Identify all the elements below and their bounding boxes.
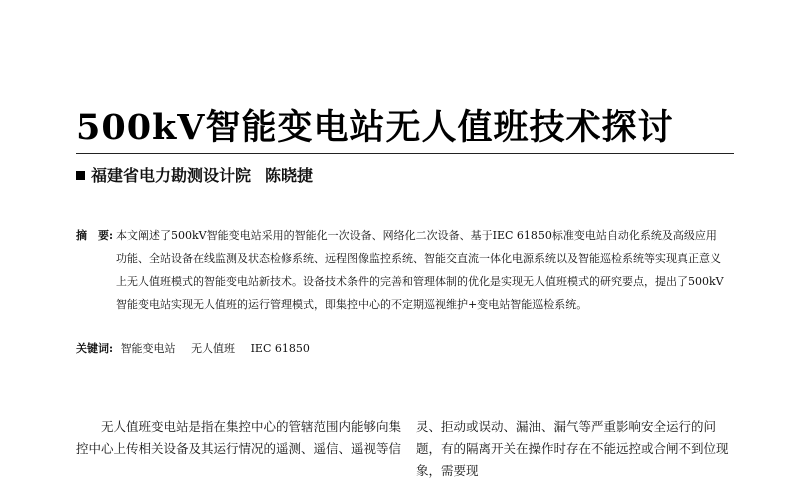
keywords-label: 关键词: xyxy=(76,342,114,355)
keyword-item: 无人值班 xyxy=(191,342,236,355)
author-name: 陈晓捷 xyxy=(265,166,314,185)
square-bullet-icon xyxy=(76,171,85,180)
keyword-item: 智能变电站 xyxy=(120,342,176,355)
abstract-label: 摘 要: xyxy=(76,229,114,242)
author-affiliation: 福建省电力勘测设计院 xyxy=(91,166,252,185)
abstract-block xyxy=(76,224,726,316)
author-line xyxy=(76,163,313,186)
paper-title: 500kV智能变电站无人值班技术探讨 xyxy=(76,107,674,148)
body-column-right: 灵、拒动或误动、漏油、漏气等严重影响安全运行的问题，有的隔离开关在操作时存在不能远控或合闸不到位现象，需要现 xyxy=(416,419,729,478)
keywords-line xyxy=(76,340,322,356)
abstract-text: 本文阐述了500kV智能变电站采用的智能化一次设备、网络化二次设备、基于IEC 61850标准变电站自动化系统及高级应用功能、全站设备在线监测及状态检修系统、远程图像监控系统、智能交直流一体化电源系统以及智能巡检系统等实现真正意义上无人值班模式的智能变电站新技术。设备技术条件的完善和管理体制的优化是实现无人值班模式的研究要点，提出了500kV智能变电站实现无人值班的运行管理模式，即集控中心的不定期巡视维护+变电站智能巡检系统。 xyxy=(116,229,724,311)
body-column-left: 无人值班变电站是指在集控中心的管辖范围内能够向集控中心上传相关设备及其运行情况的遥测、遥信、遥视等信 xyxy=(76,419,402,456)
keyword-item: IEC 61850 xyxy=(250,342,310,355)
title-rule xyxy=(76,153,734,154)
